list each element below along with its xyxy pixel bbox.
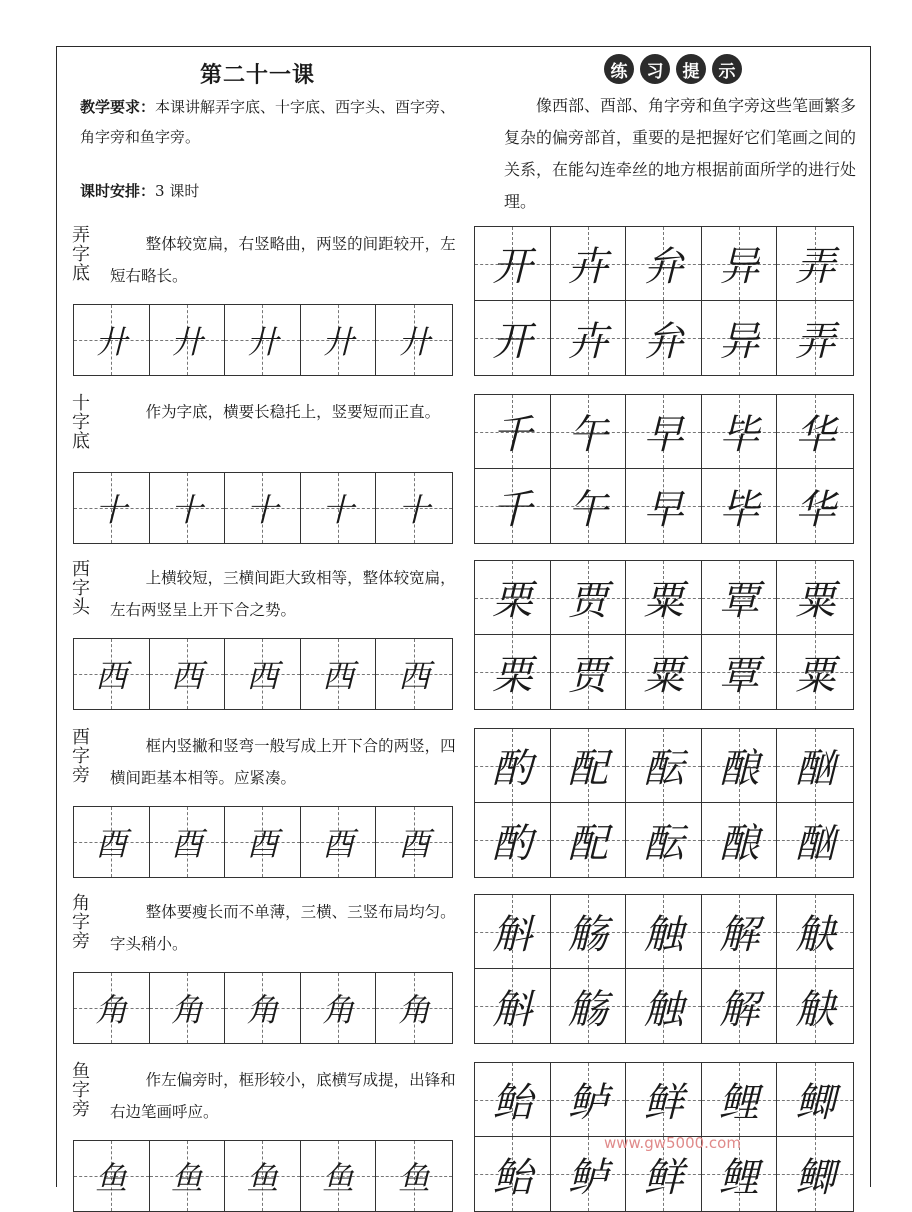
radical-cell bbox=[376, 473, 452, 543]
character-cell bbox=[475, 803, 551, 877]
character-cell bbox=[777, 1137, 853, 1211]
tip-badge: 习 bbox=[640, 54, 670, 84]
section-description: 框内竖撇和竖弯一般写成上开下合的两竖，四横间距基本相等。应紧凑。 bbox=[110, 737, 456, 787]
character-cell bbox=[626, 729, 702, 803]
character-cell bbox=[626, 803, 702, 877]
character-glyph: 鲤 bbox=[719, 1080, 760, 1126]
character-cell bbox=[777, 895, 853, 969]
character-cell bbox=[702, 469, 778, 543]
character-glyph: 粟 bbox=[795, 578, 836, 624]
character-cell bbox=[551, 729, 627, 803]
character-cell bbox=[702, 635, 778, 709]
character-glyph: 鲈 bbox=[567, 1080, 608, 1126]
character-cell bbox=[551, 803, 627, 877]
character-glyph: 酿 bbox=[719, 820, 760, 867]
character-cell bbox=[777, 301, 853, 375]
radical-practice-grid bbox=[73, 1140, 453, 1212]
character-glyph: 异 bbox=[719, 244, 760, 290]
character-glyph: 毕 bbox=[719, 486, 760, 533]
section-label: 西字头 bbox=[72, 559, 90, 618]
character-glyph: 覃 bbox=[719, 578, 760, 624]
radical-glyph: 酉 bbox=[246, 825, 279, 863]
radical-glyph: 鱼 bbox=[170, 1159, 203, 1197]
character-cell bbox=[777, 227, 853, 301]
character-glyph: 觖 bbox=[795, 912, 836, 958]
radical-glyph: 西 bbox=[246, 657, 279, 695]
section-description: 整体要瘦长而不单薄，三横、三竖布局均匀。字头稍小。 bbox=[110, 903, 456, 953]
character-cell bbox=[777, 969, 853, 1043]
character-glyph: 粟 bbox=[643, 578, 684, 624]
character-cell bbox=[551, 635, 627, 709]
requirement-text: 本课讲解弄字底、十字底、西字头、酉字旁、角字旁和鱼字旁。 bbox=[80, 98, 456, 146]
radical-cell bbox=[74, 473, 150, 543]
character-glyph: 开 bbox=[492, 244, 533, 290]
character-practice-grid bbox=[474, 560, 854, 710]
section-description: 作为字底，横要长稳托上，竖要短而正直。 bbox=[145, 403, 441, 421]
character-cell bbox=[777, 561, 853, 635]
radical-glyph: 酉 bbox=[95, 825, 128, 863]
tip-badge: 示 bbox=[712, 54, 742, 84]
radical-glyph: 鱼 bbox=[246, 1159, 279, 1197]
character-cell bbox=[626, 895, 702, 969]
radical-cell bbox=[74, 305, 150, 375]
character-cell bbox=[475, 969, 551, 1043]
character-cell bbox=[702, 561, 778, 635]
character-glyph: 贾 bbox=[567, 578, 608, 624]
character-glyph: 配 bbox=[567, 820, 608, 867]
radical-cell bbox=[225, 973, 301, 1043]
radical-glyph: 鱼 bbox=[398, 1159, 431, 1197]
character-glyph: 弁 bbox=[643, 244, 684, 290]
character-glyph: 酗 bbox=[795, 746, 836, 792]
character-glyph: 毕 bbox=[719, 412, 760, 458]
character-cell bbox=[702, 1063, 778, 1137]
character-glyph: 鲐 bbox=[492, 1154, 533, 1201]
character-cell bbox=[702, 227, 778, 301]
section-description: 作左偏旁时，框形较小，底横写成提，出锋和右边笔画呼应。 bbox=[110, 1071, 456, 1121]
character-cell bbox=[626, 635, 702, 709]
schedule-label: 课时安排： bbox=[80, 182, 156, 200]
radical-cell bbox=[301, 973, 377, 1043]
character-cell bbox=[551, 227, 627, 301]
character-cell bbox=[702, 729, 778, 803]
character-cell bbox=[777, 395, 853, 469]
radical-glyph: 西 bbox=[398, 657, 431, 695]
radical-glyph: 廾 bbox=[322, 323, 355, 361]
character-practice-grid bbox=[474, 394, 854, 544]
radical-cell bbox=[150, 807, 226, 877]
character-glyph: 千 bbox=[492, 486, 533, 533]
section-label: 鱼字旁 bbox=[72, 1061, 90, 1120]
character-glyph: 千 bbox=[492, 412, 533, 458]
radical-cell bbox=[225, 305, 301, 375]
radical-glyph: 西 bbox=[170, 657, 203, 695]
character-cell bbox=[626, 561, 702, 635]
watermark: www.gw5000.com bbox=[604, 1134, 741, 1152]
character-cell bbox=[626, 395, 702, 469]
character-practice-grid bbox=[474, 894, 854, 1044]
section-label: 酉字旁 bbox=[72, 727, 90, 786]
character-glyph: 异 bbox=[719, 318, 760, 365]
character-glyph: 触 bbox=[643, 912, 684, 958]
character-glyph: 酗 bbox=[795, 820, 836, 867]
character-glyph: 解 bbox=[719, 912, 760, 958]
character-glyph: 栗 bbox=[492, 652, 533, 699]
character-glyph: 鲫 bbox=[795, 1154, 836, 1201]
radical-glyph: 廾 bbox=[95, 323, 128, 361]
character-glyph: 鲜 bbox=[643, 1154, 684, 1201]
character-cell bbox=[626, 1063, 702, 1137]
character-glyph: 华 bbox=[795, 486, 836, 533]
section-description: 整体较宽扁，右竖略曲，两竖的间距较开，左短右略长。 bbox=[110, 235, 456, 285]
character-cell bbox=[475, 635, 551, 709]
radical-glyph: 廾 bbox=[246, 323, 279, 361]
radical-cell bbox=[225, 1141, 301, 1211]
character-cell bbox=[626, 469, 702, 543]
character-practice-grid bbox=[474, 226, 854, 376]
character-glyph: 酌 bbox=[492, 820, 533, 867]
radical-glyph: 鱼 bbox=[95, 1159, 128, 1197]
radical-glyph: 酉 bbox=[322, 825, 355, 863]
character-glyph: 酝 bbox=[643, 820, 684, 867]
requirement-label: 教学要求： bbox=[80, 98, 156, 116]
character-cell bbox=[551, 969, 627, 1043]
radical-cell bbox=[376, 973, 452, 1043]
character-glyph: 觞 bbox=[567, 912, 608, 958]
radical-glyph: 酉 bbox=[170, 825, 203, 863]
radical-glyph: 十 bbox=[322, 491, 355, 529]
section-label: 十字底 bbox=[72, 393, 90, 452]
character-cell bbox=[551, 469, 627, 543]
character-glyph: 弁 bbox=[643, 318, 684, 365]
radical-cell bbox=[301, 305, 377, 375]
radical-glyph: 十 bbox=[246, 491, 279, 529]
character-glyph: 粟 bbox=[643, 652, 684, 699]
character-glyph: 卉 bbox=[567, 244, 608, 290]
radical-glyph: 角 bbox=[95, 991, 128, 1029]
radical-glyph: 西 bbox=[95, 657, 128, 695]
lesson-title: 第二十一课 bbox=[200, 63, 316, 88]
radical-glyph: 十 bbox=[398, 491, 431, 529]
character-cell bbox=[777, 635, 853, 709]
radical-cell bbox=[376, 1141, 452, 1211]
character-glyph: 午 bbox=[567, 412, 608, 458]
character-cell bbox=[475, 1063, 551, 1137]
radical-cell bbox=[225, 473, 301, 543]
character-cell bbox=[475, 227, 551, 301]
character-glyph: 弄 bbox=[795, 244, 836, 290]
radical-cell bbox=[74, 807, 150, 877]
character-cell bbox=[702, 803, 778, 877]
character-glyph: 栗 bbox=[492, 578, 533, 624]
character-cell bbox=[475, 469, 551, 543]
radical-practice-grid bbox=[73, 304, 453, 376]
character-cell bbox=[777, 469, 853, 543]
character-glyph: 触 bbox=[643, 986, 684, 1033]
character-glyph: 酝 bbox=[643, 746, 684, 792]
character-glyph: 覃 bbox=[719, 652, 760, 699]
radical-glyph: 角 bbox=[246, 991, 279, 1029]
radical-practice-grid bbox=[73, 806, 453, 878]
character-cell bbox=[702, 895, 778, 969]
character-cell bbox=[551, 895, 627, 969]
character-cell bbox=[777, 729, 853, 803]
character-cell bbox=[551, 301, 627, 375]
character-glyph: 鲜 bbox=[643, 1080, 684, 1126]
character-cell bbox=[475, 561, 551, 635]
radical-cell bbox=[150, 305, 226, 375]
character-cell bbox=[777, 803, 853, 877]
character-glyph: 鲐 bbox=[492, 1080, 533, 1126]
character-glyph: 早 bbox=[643, 412, 684, 458]
radical-glyph: 鱼 bbox=[322, 1159, 355, 1197]
character-cell bbox=[475, 895, 551, 969]
radical-cell bbox=[150, 639, 226, 709]
radical-cell bbox=[74, 973, 150, 1043]
character-glyph: 酿 bbox=[719, 746, 760, 792]
character-glyph: 弄 bbox=[795, 318, 836, 365]
character-cell bbox=[551, 1063, 627, 1137]
character-glyph: 斛 bbox=[492, 986, 533, 1033]
teaching-requirement bbox=[80, 92, 460, 152]
radical-glyph: 角 bbox=[322, 991, 355, 1029]
character-cell bbox=[475, 301, 551, 375]
character-glyph: 酌 bbox=[492, 746, 533, 792]
radical-cell bbox=[301, 473, 377, 543]
radical-glyph: 廾 bbox=[398, 323, 431, 361]
radical-glyph: 十 bbox=[170, 491, 203, 529]
radical-cell bbox=[74, 639, 150, 709]
character-practice-grid bbox=[474, 728, 854, 878]
section-label: 弄字底 bbox=[72, 225, 90, 284]
character-cell bbox=[475, 729, 551, 803]
character-glyph: 斛 bbox=[492, 912, 533, 958]
character-cell bbox=[702, 969, 778, 1043]
character-glyph: 华 bbox=[795, 412, 836, 458]
character-glyph: 卉 bbox=[567, 318, 608, 365]
radical-glyph: 廾 bbox=[170, 323, 203, 361]
character-cell bbox=[626, 227, 702, 301]
section-description: 上横较短，三横间距大致相等，整体较宽扁，左右两竖呈上开下合之势。 bbox=[110, 569, 456, 619]
character-cell bbox=[702, 301, 778, 375]
section-label: 角字旁 bbox=[72, 893, 90, 952]
radical-cell bbox=[225, 807, 301, 877]
radical-practice-grid bbox=[73, 472, 453, 544]
radical-practice-grid bbox=[73, 638, 453, 710]
radical-cell bbox=[301, 1141, 377, 1211]
radical-glyph: 西 bbox=[322, 657, 355, 695]
character-glyph: 觞 bbox=[567, 986, 608, 1033]
radical-cell bbox=[301, 807, 377, 877]
radical-cell bbox=[301, 639, 377, 709]
character-cell bbox=[702, 395, 778, 469]
radical-cell bbox=[74, 1141, 150, 1211]
character-glyph: 鲤 bbox=[719, 1154, 760, 1201]
character-cell bbox=[626, 301, 702, 375]
character-glyph: 配 bbox=[567, 746, 608, 792]
character-cell bbox=[551, 395, 627, 469]
radical-practice-grid bbox=[73, 972, 453, 1044]
radical-cell bbox=[150, 473, 226, 543]
character-glyph: 早 bbox=[643, 486, 684, 533]
radical-cell bbox=[376, 305, 452, 375]
character-glyph: 午 bbox=[567, 486, 608, 533]
practice-tips-text: 像西部、酉部、角字旁和鱼字旁这些笔画繁多复杂的偏旁部首，重要的是把握好它们笔画之间的关系，在能勾连牵丝的地方根据前面所学的进行处理。 bbox=[504, 96, 857, 211]
radical-cell bbox=[376, 807, 452, 877]
character-cell bbox=[551, 561, 627, 635]
radical-glyph: 角 bbox=[398, 991, 431, 1029]
character-glyph: 觖 bbox=[795, 986, 836, 1033]
character-glyph: 鲈 bbox=[567, 1154, 608, 1201]
radical-cell bbox=[225, 639, 301, 709]
character-cell bbox=[475, 1137, 551, 1211]
radical-cell bbox=[376, 639, 452, 709]
character-glyph: 鲫 bbox=[795, 1080, 836, 1126]
character-cell bbox=[777, 1063, 853, 1137]
schedule bbox=[80, 180, 199, 201]
character-glyph: 解 bbox=[719, 986, 760, 1033]
character-glyph: 开 bbox=[492, 318, 533, 365]
radical-cell bbox=[150, 1141, 226, 1211]
practice-tips-heading bbox=[604, 54, 742, 84]
character-glyph: 粟 bbox=[795, 652, 836, 699]
schedule-text: 3 课时 bbox=[155, 182, 200, 200]
tip-badge: 提 bbox=[676, 54, 706, 84]
character-cell bbox=[626, 969, 702, 1043]
tip-badge: 练 bbox=[604, 54, 634, 84]
radical-cell bbox=[150, 973, 226, 1043]
character-glyph: 贾 bbox=[567, 652, 608, 699]
radical-glyph: 十 bbox=[95, 491, 128, 529]
radical-glyph: 酉 bbox=[398, 825, 431, 863]
radical-glyph: 角 bbox=[170, 991, 203, 1029]
character-cell bbox=[475, 395, 551, 469]
